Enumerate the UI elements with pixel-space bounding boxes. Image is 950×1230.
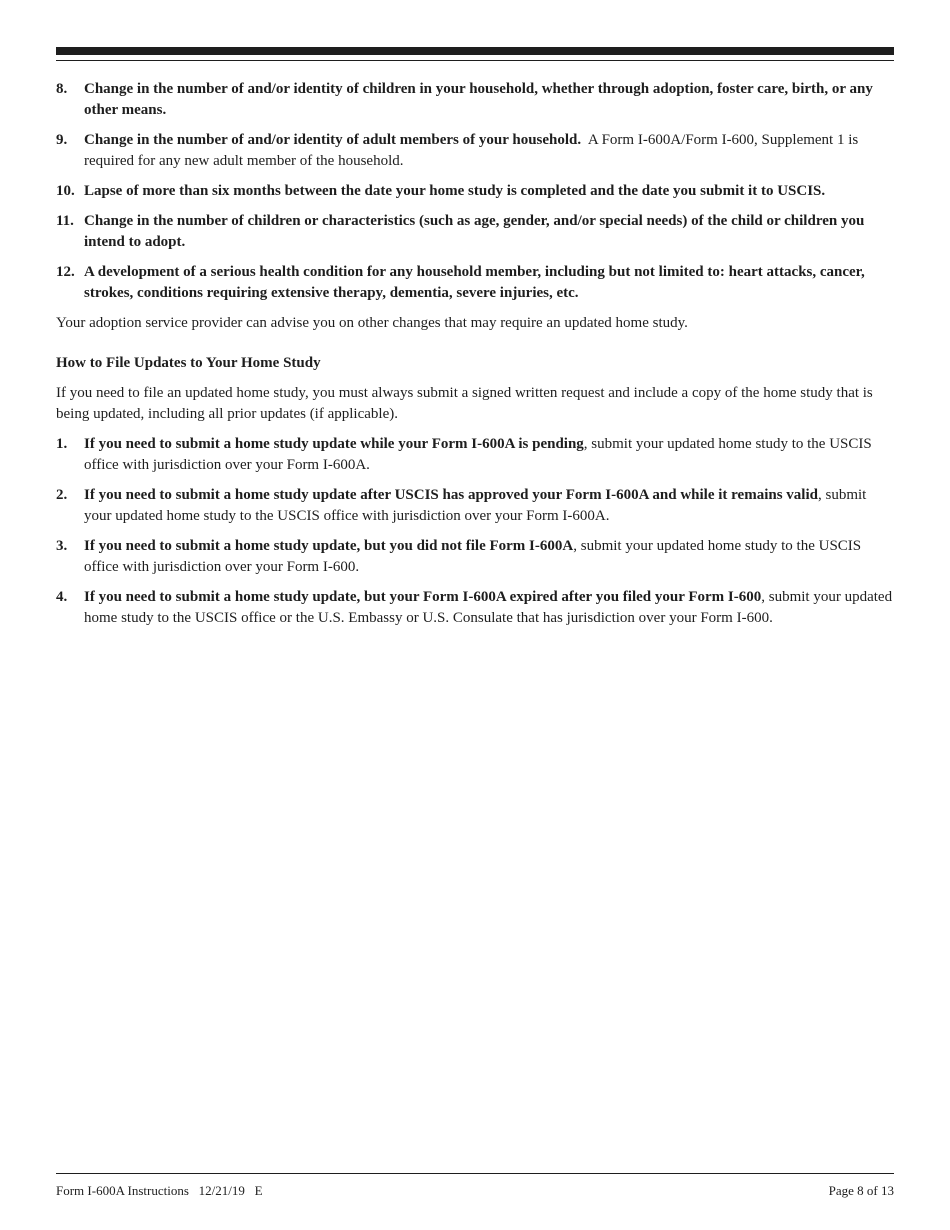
item-bold-text: If you need to submit a home study update after USCIS has approved your Form I-600A and while it remains valid	[84, 487, 818, 503]
page-content	[56, 79, 894, 638]
footer-rule	[56, 1173, 894, 1174]
item-bold-text: Change in the number of children or characteristics (such as age, gender, and/or special needs) of the child or children you intend to adopt.	[84, 213, 865, 250]
item-bold-text: If you need to submit a home study update, but your Form I-600A expired after you filed your Form I-600	[84, 589, 762, 605]
list-item	[56, 211, 894, 253]
item-number: 9.	[56, 132, 68, 148]
footer-form-name: Form I-600A Instructions 12/21/19 E	[56, 1183, 263, 1198]
item-text: , submit your updated home study to the USCIS office with jurisdiction over your Form I-600.	[84, 538, 862, 575]
item-number: 2.	[56, 487, 68, 503]
list-item	[56, 79, 894, 121]
item-bold-text: Lapse of more than six months between the date your home study is completed and the date you submit it to USCIS.	[84, 183, 826, 199]
item-text: , submit your updated home study to the USCIS office with jurisdiction over your Form I-600A.	[84, 487, 867, 524]
item-text: , submit your updated home study to the USCIS office with jurisdiction over your Form I-600A.	[84, 436, 872, 473]
list-item	[56, 130, 894, 172]
list-item	[56, 434, 894, 476]
item-number: 11.	[56, 213, 74, 229]
item-bold-text: Change in the number of and/or identity of children in your household, whether through adoption, foster care, birth, or any other means.	[84, 81, 873, 118]
header-thick-rule	[56, 47, 894, 55]
list-item	[56, 485, 894, 527]
item-bold-text: Change in the number of and/or identity of adult members of your household.	[84, 132, 582, 148]
item-number: 1.	[56, 436, 68, 452]
item-number: 3.	[56, 538, 68, 554]
section-heading: How to File Updates to Your Home Study	[56, 355, 321, 371]
item-number: 8.	[56, 81, 68, 97]
item-bold-text: If you need to submit a home study update, but you did not file Form I-600A	[84, 538, 574, 554]
advice-paragraph: Your adoption service provider can advise you on other changes that may require an updated home study.	[56, 315, 688, 331]
item-bold-text: A development of a serious health condition for any household member, including but not limited to: heart attacks, cancer, strokes, conditions requiring extensive therapy, dementia, severe injuries, etc.	[84, 264, 865, 301]
list-item	[56, 587, 894, 629]
item-number: 4.	[56, 589, 68, 605]
item-number: 10.	[56, 183, 75, 199]
footer-page-number: Page 8 of 13	[828, 1183, 894, 1198]
list-item	[56, 262, 894, 304]
list-item	[56, 536, 894, 578]
item-text: , submit your updated home study to the USCIS office or the U.S. Embassy or U.S. Consulate that has jurisdiction over your Form I-600.	[84, 589, 893, 626]
item-bold-text: If you need to submit a home study update while your Form I-600A is pending	[84, 436, 584, 452]
intro-paragraph: If you need to file an updated home study, you must always submit a signed written request and include a copy of the home study that is being updated, including all prior updates (if applicable).	[56, 385, 873, 422]
item-number: 12.	[56, 264, 75, 280]
list-item	[56, 181, 894, 202]
header-thin-rule	[56, 60, 894, 61]
item-text: A Form I-600A/Form I-600, Supplement 1 is required for any new adult member of the household.	[84, 132, 862, 169]
